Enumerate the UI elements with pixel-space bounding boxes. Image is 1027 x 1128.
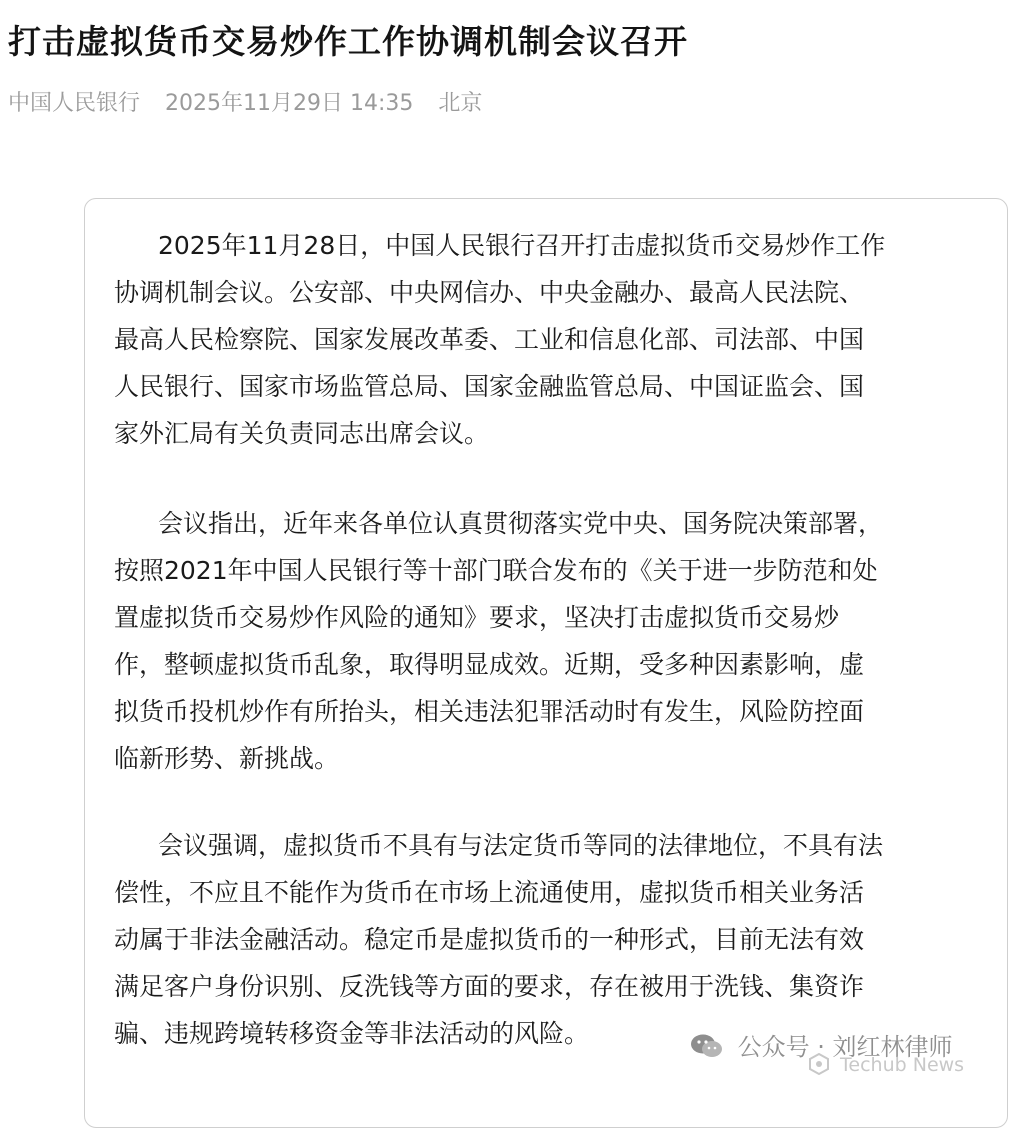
article-source[interactable]: 中国人民银行 xyxy=(8,91,141,116)
paragraph-line: 临新形势、新挑战。 xyxy=(114,744,340,773)
secondary-watermark-text: Techub News xyxy=(840,1054,965,1076)
paragraph-line: 会议强调，虚拟货币不具有与法定货币等同的法律地位，不具有法 xyxy=(158,831,884,860)
paragraph-line: 拟货币投机炒作有所抬头，相关违法犯罪活动时有发生，风险防控面 xyxy=(114,697,865,726)
article-location: 北京 xyxy=(438,91,483,116)
paragraph-line: 偿性，不应且不能作为货币在市场上流通使用，虚拟货币相关业务活 xyxy=(114,878,865,907)
watermark-text: 公众号 · 刘红林律师 xyxy=(737,1033,953,1061)
paragraph-line: 最高人民检察院、国家发展改革委、工业和信息化部、司法部、中国 xyxy=(114,325,865,354)
paragraph-line: 置虚拟货币交易炒作风险的通知》要求，坚决打击虚拟货币交易炒 xyxy=(114,603,840,632)
paragraph-line: 人民银行、国家市场监管总局、国家金融监管总局、中国证监会、国 xyxy=(114,372,865,401)
wechat-icon xyxy=(690,1033,724,1059)
paragraph-line: 协调机制会议。公安部、中央网信办、中央金融办、最高人民法院、 xyxy=(114,278,865,307)
paragraph-2 xyxy=(114,500,982,782)
paragraph-1 xyxy=(114,222,982,457)
paragraph-line: 2025年11月28日，中国人民银行召开打击虚拟货币交易炒作工作 xyxy=(158,231,886,260)
paragraph-line: 会议指出，近年来各单位认真贯彻落实党中央、国务院决策部署， xyxy=(158,509,884,538)
secondary-watermark xyxy=(808,1050,964,1080)
paragraph-line: 动属于非法金融活动。稳定币是虚拟货币的一种形式，目前无法有效 xyxy=(114,925,865,954)
paragraph-3 xyxy=(114,822,982,1057)
paragraph-line: 家外汇局有关负责同志出席会议。 xyxy=(114,419,490,448)
paragraph-line: 骗、违规跨境转移资金等非法活动的风险。 xyxy=(114,1019,590,1048)
article-title: 打击虚拟货币交易炒作工作协调机制会议召开 xyxy=(8,22,688,61)
article-meta xyxy=(8,88,500,120)
article-datetime: 2025年11月29日 14:35 xyxy=(165,91,414,116)
paragraph-line: 按照2021年中国人民银行等十部门联合发布的《关于进一步防范和处 xyxy=(114,556,878,585)
paragraph-line: 作，整顿虚拟货币乱象，取得明显成效。近期，受多种因素影响，虚 xyxy=(114,650,865,679)
paragraph-line: 满足客户身份识别、反洗钱等方面的要求，存在被用于洗钱、集资诈 xyxy=(114,972,865,1001)
techub-logo-icon xyxy=(808,1053,830,1075)
